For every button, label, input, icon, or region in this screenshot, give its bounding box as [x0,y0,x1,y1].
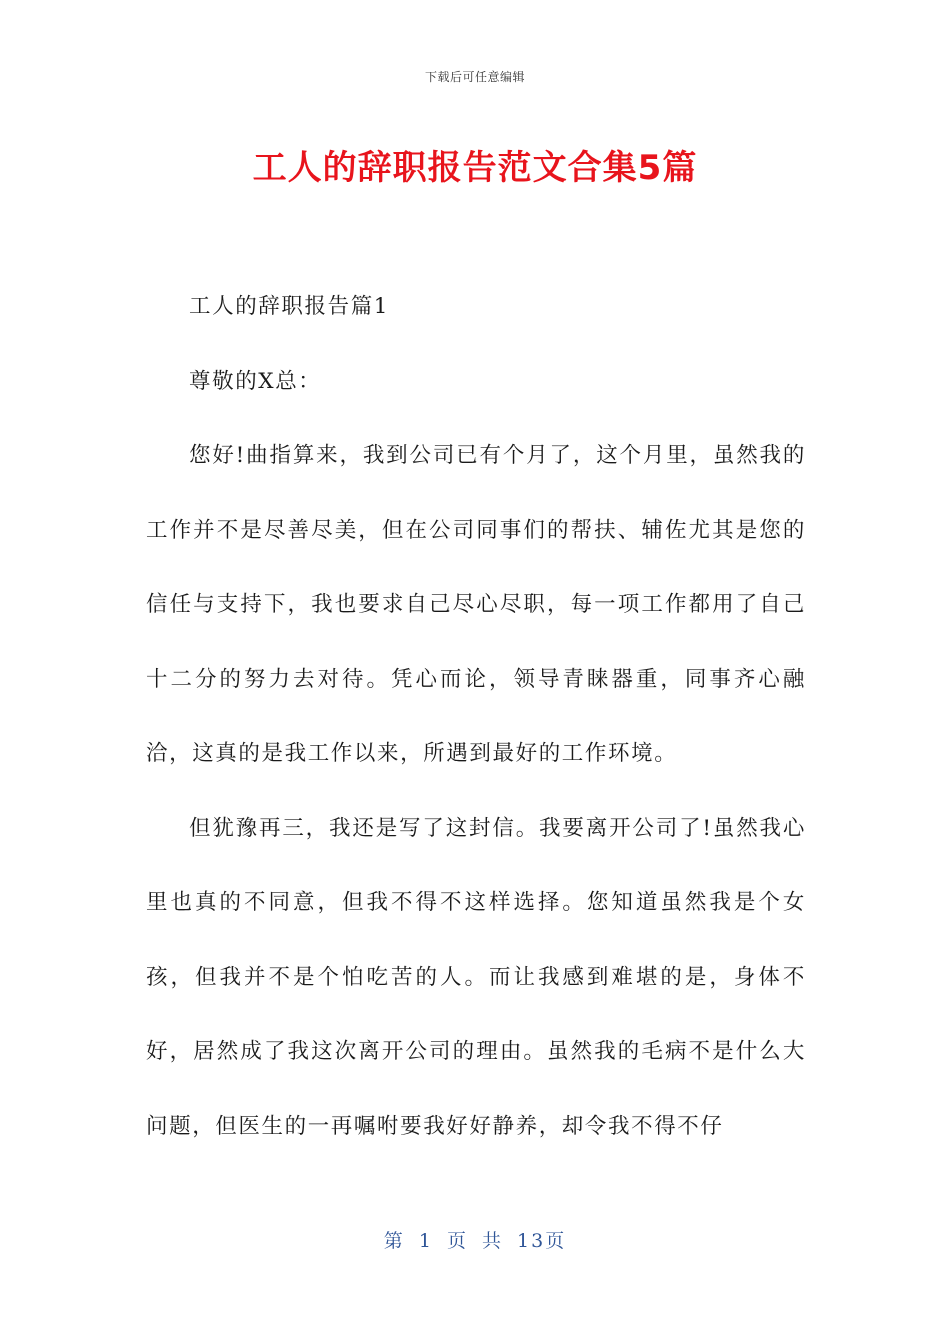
document-body [146,270,806,1164]
body-paragraph: 但犹豫再三，我还是写了这封信。我要离开公司了!虽然我心里也真的不同意，但我不得不这样选择。您知道虽然我是个女孩，但我并不是个怕吃苦的人。而让我感到难堪的是，身体不好，居然成了我这次离开公司的理由。虽然我的毛病不是什么大问题，但医生的一再嘱咐要我好好静养，却令我不得不仔 [146,815,806,1139]
body-paragraph: 您好!曲指算来，我到公司已有个月了，这个月里，虽然我的工作并不是尽善尽美，但在公司同事们的帮扶、辅佐尤其是您的信任与支持下，我也要求自己尽心尽职，每一项工作都用了自己十二分的努力去对待。凭心而论，领导青睐器重，同事齐心融洽，这真的是我工作以来，所遇到最好的工作环境。 [146,443,806,766]
salutation: 尊敬的X总： [189,368,322,394]
section-heading: 工人的辞职报告篇1 [189,294,390,319]
header-note: 下载后可任意编辑 [424,70,525,84]
page-footer: 第 1 页 共 13页 [383,1230,567,1252]
document-title: 工人的辞职报告范文合集5篇 [252,148,698,188]
